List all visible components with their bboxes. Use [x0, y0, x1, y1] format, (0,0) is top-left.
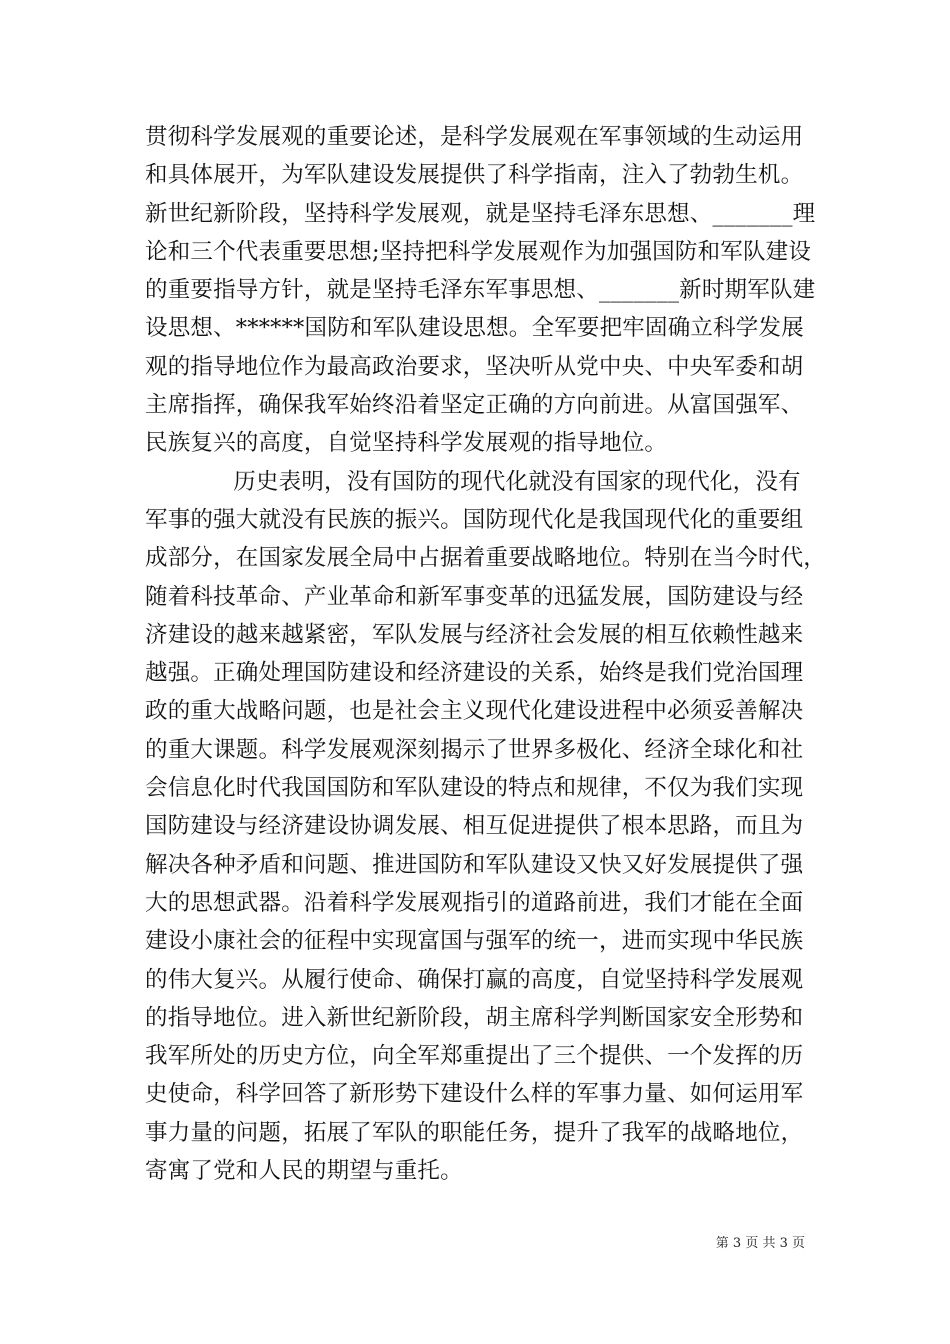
text-line: 的重大课题。科学发展观深刻揭示了世界多极化、经济全球化和社: [145, 736, 804, 763]
text-line: 越强。正确处理国防建设和经济建设的关系，始终是我们党治国理: [145, 660, 804, 687]
page-number: 第 3 页 共 3 页: [715, 1236, 805, 1251]
text-line: 成部分，在国家发展全局中占据着重要战略地位。特别在当今时代，: [145, 545, 827, 572]
text-line: 解决各种矛盾和问题、推进国防和军队建设又快又好发展提供了强: [145, 851, 804, 878]
text-line: 和具体展开，为军队建设发展提供了科学指南，注入了勃勃生机。: [145, 162, 804, 189]
text-line: 我军所处的历史方位，向全军郑重提出了三个提供、一个发挥的历: [145, 1043, 804, 1070]
text-line: 设思想、******国防和军队建设思想。全军要把牢固确立科学发展: [145, 315, 804, 342]
text-line: 的指导地位。进入新世纪新阶段，胡主席科学判断国家安全形势和: [145, 1004, 804, 1031]
text-line: 军事的强大就没有民族的振兴。国防现代化是我国现代化的重要组: [145, 506, 804, 533]
text-line: 事力量的问题，拓展了军队的职能任务，提升了我军的战略地位，: [145, 1119, 804, 1146]
text-line: 的重要指导方针，就是坚持毛泽东军事思想、_______新时期军队建: [145, 277, 816, 304]
text-line: 政的重大战略问题，也是社会主义现代化建设进程中必须妥善解决: [145, 698, 804, 725]
text-line: 新世纪新阶段，坚持科学发展观，就是坚持毛泽东思想、_______理: [145, 200, 816, 227]
text-line: 历史表明，没有国防的现代化就没有国家的现代化，没有: [145, 468, 801, 495]
text-line: 观的指导地位作为最高政治要求，坚决听从党中央、中央军委和胡: [145, 353, 804, 380]
body-text: [145, 118, 825, 1190]
text-line: 民族复兴的高度，自觉坚持科学发展观的指导地位。: [145, 430, 668, 457]
text-line: 会信息化时代我国国防和军队建设的特点和规律，不仅为我们实现: [145, 775, 804, 802]
text-line: 贯彻科学发展观的重要论述，是科学发展观在军事领域的生动运用: [145, 124, 804, 150]
text-line: 主席指挥，确保我军始终沿着坚定正确的方向前进。从富国强军、: [145, 392, 804, 419]
text-line: 济建设的越来越紧密，军队发展与经济社会发展的相互依赖性越来: [145, 621, 804, 648]
text-line: 论和三个代表重要思想;坚持把科学发展观作为加强国防和军队建设: [145, 238, 812, 265]
text-line: 国防建设与经济建设协调发展、相互促进提供了根本思路，而且为: [145, 813, 804, 840]
text-line: 的伟大复兴。从履行使命、确保打赢的高度，自觉坚持科学发展观: [145, 966, 804, 993]
text-line: 史使命，科学回答了新形势下建设什么样的军事力量、如何运用军: [145, 1081, 804, 1108]
text-line: 随着科技革命、产业革命和新军事变革的迅猛发展，国防建设与经: [145, 583, 804, 610]
text-line: 寄寓了党和人民的期望与重托。: [145, 1158, 463, 1185]
text-line: 建设小康社会的征程中实现富国与强军的统一，进而实现中华民族: [145, 928, 804, 955]
text-line: 大的思想武器。沿着科学发展观指引的道路前进，我们才能在全面: [145, 889, 804, 916]
